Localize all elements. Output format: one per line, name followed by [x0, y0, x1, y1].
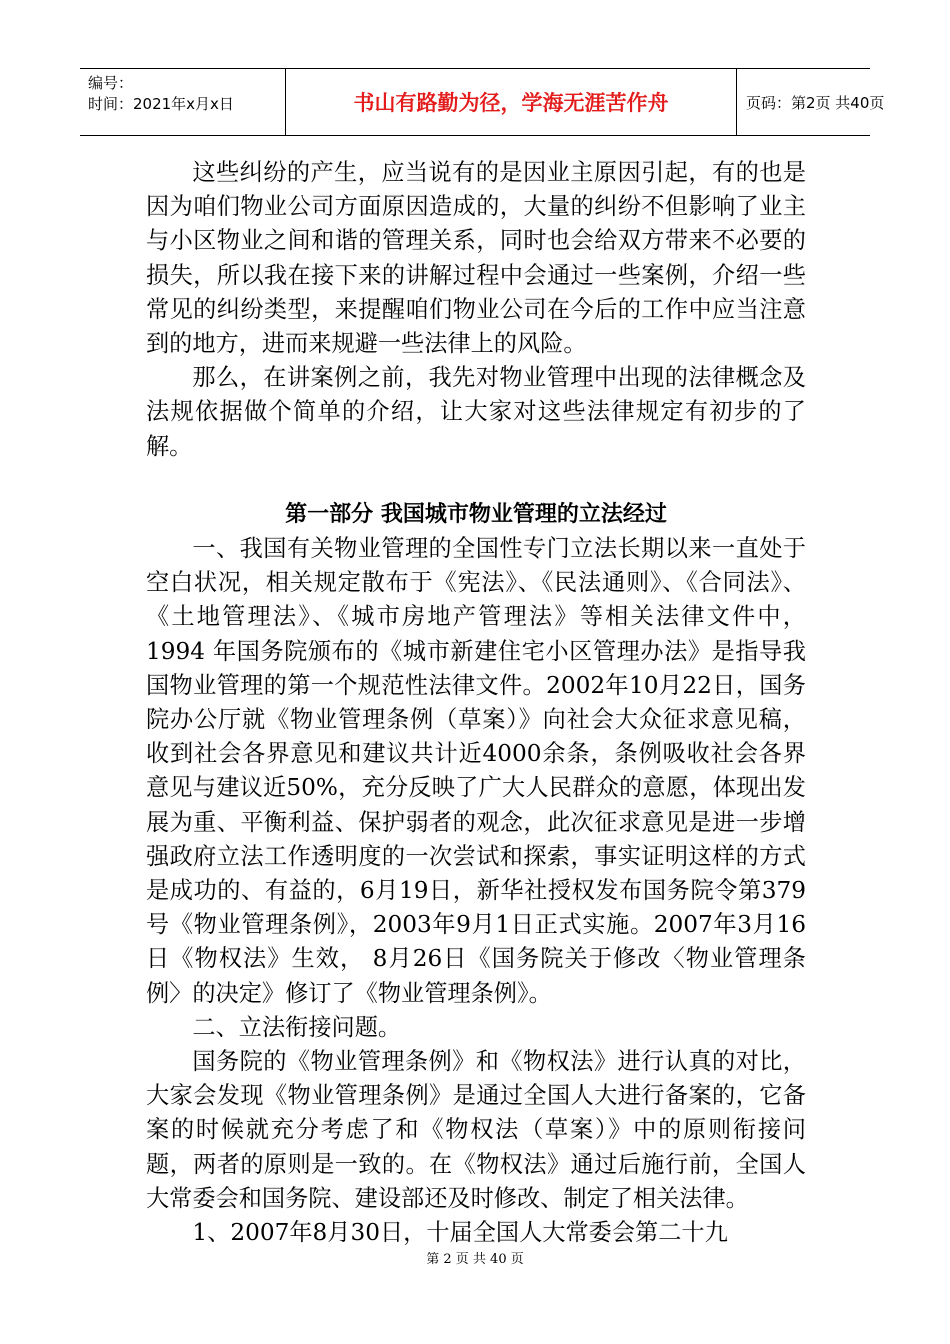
time-label: 时间：2021年x月x日 — [88, 95, 234, 113]
paragraph-gap — [146, 464, 806, 498]
paragraph-2: 那么，在讲案例之前，我先对物业管理中出现的法律概念及法规依据做个简单的介绍，让大家对这些法律规定有初步的了解。 — [146, 364, 806, 460]
paragraph-5: 国务院的《物业管理条例》和《物权法》进行认真的对比，大家会发现《物业管理条例》是通过全国人大进行备案的，它备案的时候就充分考虑了和《物权法（草案）》中的原则衔接问题，两者的原则是一致的。在《物权法》通过后施行前，全国人大常委会和国务院、建设部还及时修改、制定了相关法律。 — [146, 1048, 806, 1212]
paragraph-1: 这些纠纷的产生，应当说有的是因业主原因引起，有的也是因为咱们物业公司方面原因造成的，大量的纠纷不但影响了业主与小区物业之间和谐的管理关系，同时也会给双方带来不必要的损失，所以我在接下来的讲解过程中会通过一些案例，介绍一些常见的纠纷类型，来提醒咱们物业公司在今后的工作中应当注意到的地方，进而来规避一些法律上的风险。 — [146, 159, 806, 358]
header-page-label: 页码：第2页 共40页 — [746, 93, 885, 112]
number-label: 编号： — [88, 74, 134, 92]
paragraph-3: 一、我国有关物业管理的全国性专门立法长期以来一直处于空白状况，相关规定散布于《宪法》、《民法通则》、《合同法》、《土地管理法》、《城市房地产管理法》等相关法律文件中， 1994 年国务院颁布的《城市新建住宅小区管理办法》是指导我国物业管理的第一个规范性法律文件。2002年10月22日，国务院办公厅就《物业管理条例（草案）》向社会大众征求意见稿，收到社会各界意见和建议共计近4000余条，条例吸收社会各界意见与建议近50%，充分反映了广大人民群众的意愿，体现出发展为重、平衡利益、保护弱者的观念，此次征求意见是进一步增强政府立法工作透明度的一次尝试和探索，事实证明这样的方式是成功的、有益的，6月19日，新华社授权发布国务院令第379号《物业管理条例》，2003年9月1日正式实施。2007年3月16日《物权法》生效， 8月26日《国务院关于修改〈物业管理条例〉的决定》修订了《物业管理条例》。 — [146, 535, 806, 1007]
section-title: 第一部分 我国城市物业管理的立法经过 — [285, 501, 667, 527]
document-body — [146, 156, 806, 1250]
page-header — [80, 68, 885, 136]
paragraph-6: 1、2007年8月30日，十届全国人大常委会第二十九 — [192, 1219, 728, 1247]
header-motto: 书山有路勤为径，学海无涯苦作舟 — [285, 69, 737, 135]
paragraph-4: 二、立法衔接问题。 — [192, 1013, 402, 1041]
header-meta — [80, 69, 285, 135]
page-footer: 第 2 页 共 40 页 — [426, 1252, 524, 1267]
